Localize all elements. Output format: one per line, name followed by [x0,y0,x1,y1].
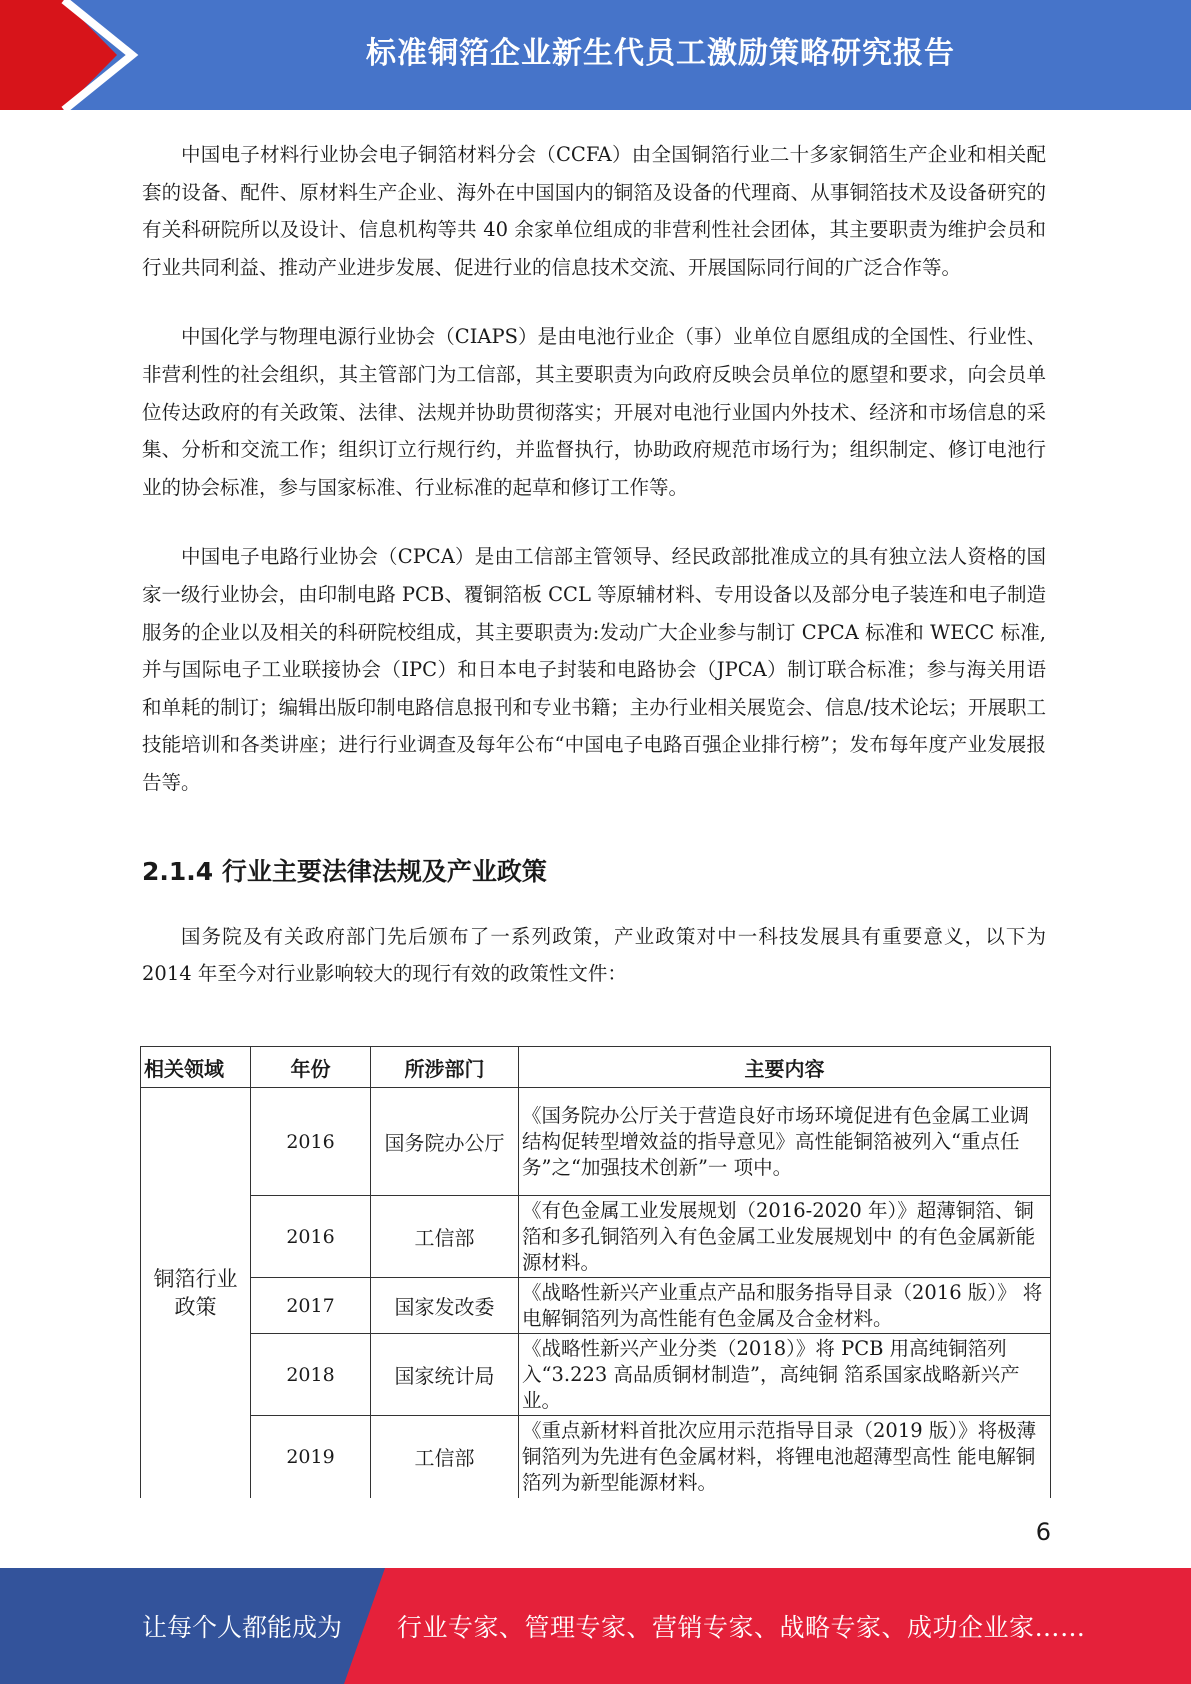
policy-table [140,1046,1051,1498]
department-cell: 工信部 [371,1196,519,1278]
year-cell: 2019 [251,1416,371,1498]
area-cell: 铜箔行业政策 [141,1088,251,1498]
year-cell: 2017 [251,1278,371,1334]
header-title: 标准铜箔企业新生代员工激励策略研究报告 [366,36,955,71]
department-cell: 国务院办公厅 [371,1088,519,1196]
paragraph-ciaps: 中国化学与物理电源行业协会（CIAPS）是由电池行业企（事）业单位自愿组成的全国性、行业性、非营利性的社会组织，其主管部门为工信部，其主要职责为向政府反映会员单位的愿望和要求，向会员单位传达政府的有关政策、法律、法规并协助贯彻落实；开展对电池行业国内外技术、经济和市场信息的采集、分析和交流工作；组织订立行规行约，并监督执行，协助政府规范市场行为；组织制定、修订电池行业的协会标准，参与国家标准、行业标准的起草和修订工作等。 [142,325,1046,499]
column-header-area: 相关领域 [141,1047,251,1088]
table-row [141,1278,1051,1334]
column-header-content: 主要内容 [519,1047,1051,1088]
department-cell: 国家统计局 [371,1334,519,1416]
footer-slogan-left: 让每个人都能成为 [142,1613,343,1642]
paragraph-cpca: 中国电子电路行业协会（CPCA）是由工信部主管领导、经民政部批准成立的具有独立法人资格的国家一级行业协会，由印制电路 PCB、覆铜箔板 CCL 等原辅材料、专用设备以及部分电子装连和电子制造服务的企业以及相关的科研院校组成，其主要职责为:发动广大企业参与制订 CPCA 标准和 WECC 标准,并与国际电子工业联接协会（IPC）和日本电子封装和电路协会（JPCA）制订联合标准；参与海关用语和单耗的制订；编辑出版印制电路信息报刊和专业书籍；主办行业相关展览会、信息/技术论坛；开展职工技能培训和各类讲座；进行行业调查及每年公布“中国电子电路百强企业排行榜”；发布每年度产业发展报告等。 [142,545,1046,794]
department-cell: 国家发改委 [371,1278,519,1334]
content-cell: 《有色金属工业发展规划（2016-2020 年）》超薄铜箔、铜箔和多孔铜箔列入有色金属工业发展规划中 的有色金属新能源材料。 [519,1196,1051,1278]
content-cell: 《战略性新兴产业分类（2018）》将 PCB 用高纯铜箔列入“3.223 高品质铜材制造”，高纯铜 箔系国家战略新兴产业。 [519,1334,1051,1416]
content-cell: 《重点新材料首批次应用示范指导目录（2019 版）》将极薄铜箔列为先进有色金属材料，将锂电池超薄型高性 能电解铜箔列为新型能源材料。 [519,1416,1051,1498]
table-row [141,1196,1051,1278]
paragraph-ccfa: 中国电子材料行业协会电子铜箔材料分会（CCFA）由全国铜箔行业二十多家铜箔生产企业和相关配套的设备、配件、原材料生产企业、海外在中国国内的铜箔及设备的代理商、从事铜箔技术及设备研究的有关科研院所以及设计、信息机构等共 40 余家单位组成的非营利性社会团体，其主要职责为维护会员和行业共同利益、推动产业进步发展、促进行业的信息技术交流、开展国际同行间的广泛合作等。 [142,143,1046,279]
main-content [142,136,1046,1025]
footer-slogan-right: 行业专家、管理专家、营销专家、战略专家、成功企业家…… [397,1613,1086,1642]
table-row [141,1334,1051,1416]
section-heading: 2.1.4 行业主要法律法规及产业政策 [142,856,547,886]
footer-bar [0,1568,1191,1684]
page-number: 6 [1035,1518,1051,1546]
section-intro: 国务院及有关政府部门先后颁布了一系列政策，产业政策对中一科技发展具有重要意义，以下为 2014 年至今对行业影响较大的现行有效的政策性文件： [142,924,1046,986]
column-header-department: 所涉部门 [371,1047,519,1088]
table-header-row [141,1047,1051,1088]
header-bar [0,0,1191,110]
table-row [141,1088,1051,1196]
year-cell: 2018 [251,1334,371,1416]
department-cell: 工信部 [371,1416,519,1498]
content-cell: 《战略性新兴产业重点产品和服务指导目录（2016 版）》 将电解铜箔列为高性能有色金属及合金材料。 [519,1278,1051,1334]
content-cell: 《国务院办公厅关于营造良好市场环境促进有色金属工业调结构促转型增效益的指导意见》高性能铜箔被列入“重点任务”之“加强技术创新”一 项中。 [519,1088,1051,1196]
table-row [141,1416,1051,1498]
column-header-year: 年份 [251,1047,371,1088]
year-cell: 2016 [251,1088,371,1196]
header-arrow-decoration [0,0,160,110]
year-cell: 2016 [251,1196,371,1278]
